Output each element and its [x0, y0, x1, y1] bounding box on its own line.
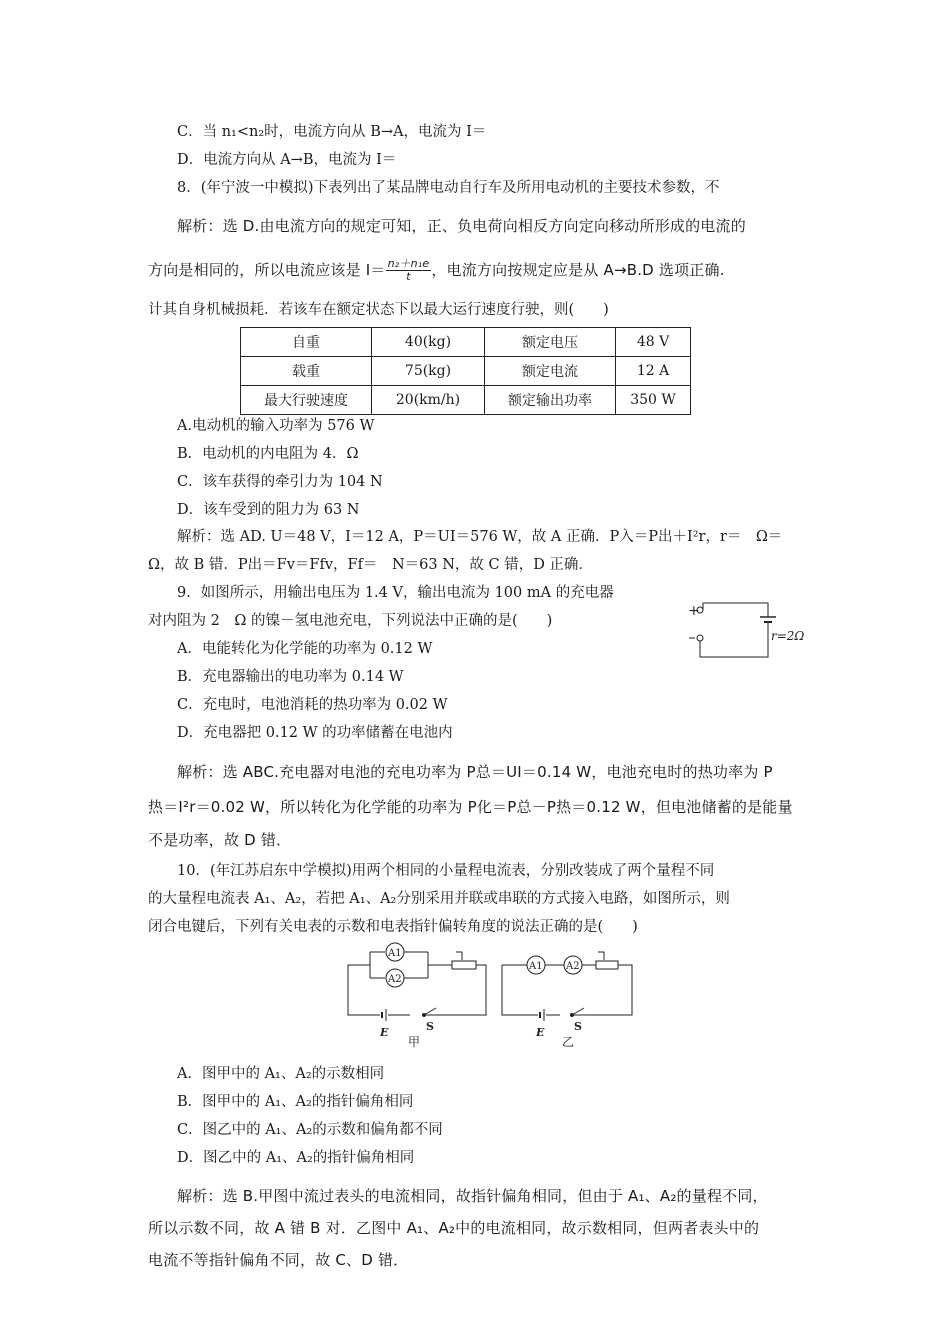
circuit-yi — [502, 952, 632, 1049]
table-cell: 自重 — [241, 328, 372, 357]
q10-solution-line2: 所以示数不同，故 A 错 B 对．乙图中 A₁、A₂中的电流相同，故示数相同，但两者表头中的 — [148, 1219, 760, 1237]
q8-option-c: C．该车获得的牵引力为 104 N — [177, 474, 383, 490]
table-row — [241, 386, 691, 415]
table-cell: 75(kg) — [372, 357, 485, 386]
charger-circuit-diagram — [680, 595, 820, 665]
q8-solution-line1: 解析：选 AD. U＝48 V，I＝12 A，P＝UI＝576 W，故 A 正确．P入＝P出＋I²r，r＝ Ω＝ — [177, 529, 783, 545]
switch — [424, 1008, 436, 1015]
switch-pivot — [422, 1013, 426, 1017]
e-label: E — [536, 1026, 545, 1039]
table-cell: 20(km/h) — [372, 386, 485, 415]
table-cell: 40(kg) — [372, 328, 485, 357]
q9-stem-line2: 对内阻为 2 Ω 的镍－氢电池充电，下列说法中正确的是( ) — [148, 613, 553, 629]
terminal-negative — [697, 635, 703, 641]
circuit-jia — [348, 943, 486, 1049]
circuit-wire-bottom — [700, 622, 768, 657]
table-cell: 12 A — [616, 357, 691, 386]
q8-option-b: B．电动机的内电阻为 4．Ω — [177, 446, 359, 462]
q7-option-c: C．当 n₁<n₂时，电流方向从 B→A，电流为 I＝ — [177, 124, 487, 140]
fraction-numerator: n₂＋n₁e — [387, 257, 430, 270]
spec-table — [240, 327, 691, 415]
q7-solution-text-b: ，电流方向按规定应是从 A→B.D 选项正确. — [431, 261, 725, 279]
q10-stem-line3: 闭合电键后，下列有关电表的示数和电表指针偏转角度的说法正确的是( ) — [148, 919, 638, 935]
current-fraction — [386, 258, 432, 283]
yi-label: 乙 — [562, 1035, 575, 1049]
table-cell: 最大行驶速度 — [241, 386, 372, 415]
table-cell: 350 W — [616, 386, 691, 415]
q7-solution-text-a: 方向是相同的，所以电流应该是 I＝ — [148, 261, 386, 279]
q8-option-d: D．该车受到的阻力为 63 N — [177, 502, 360, 518]
switch-pivot — [570, 1013, 574, 1017]
ammeter-circuit-diagrams — [340, 940, 640, 1050]
q10-solution-line3: 电流不等指针偏角不同，故 C、D 错． — [148, 1251, 409, 1269]
q8-stem-line1: 8．(年宁波一中模拟)下表列出了某品牌电动自行车及所用电动机的主要技术参数，不 — [177, 180, 720, 196]
q10-stem-line2: 的大量程电流表 A₁、A₂，若把 A₁、A₂分别采用并联或串联的方式接入电路，如图所示，则 — [148, 891, 730, 907]
a1-label: A1 — [529, 961, 543, 972]
a1-label: A1 — [388, 948, 402, 959]
rheostat — [452, 961, 476, 969]
table-row — [241, 328, 691, 357]
table-cell: 额定电流 — [485, 357, 616, 386]
table-row — [241, 357, 691, 386]
q10-option-b: B．图甲中的 A₁、A₂的指针偏角相同 — [177, 1094, 414, 1110]
wire — [572, 965, 632, 1015]
plus-label: + — [688, 603, 700, 619]
q8-option-a: A.电动机的输入功率为 576 W — [177, 418, 375, 434]
q7-solution-line1: 解析：选 D.由电流方向的规定可知，正、负电荷向相反方向定向移动所形成的电流的 — [177, 217, 746, 235]
rheostat-slider — [598, 952, 604, 960]
q9-option-c: C．充电时，电池消耗的热功率为 0.02 W — [177, 697, 448, 713]
q9-option-a: A．电能转化为化学能的功率为 0.12 W — [177, 641, 433, 657]
table-cell: 额定电压 — [485, 328, 616, 357]
a2-label: A2 — [388, 974, 402, 985]
q9-option-b: B．充电器输出的电功率为 0.14 W — [177, 669, 404, 685]
q10-option-a: A．图甲中的 A₁、A₂的示数相同 — [177, 1066, 385, 1082]
switch — [572, 1008, 584, 1015]
q8-solution-line2: Ω，故 B 错．P出＝Fv＝Ffv，Ff＝ N＝63 N，故 C 错，D 正确． — [148, 557, 593, 573]
wire — [424, 965, 486, 1015]
q9-option-d: D．充电器把 0.12 W 的功率储蓄在电池内 — [177, 725, 453, 741]
q9-stem-line1: 9．如图所示，用输出电压为 1.4 V，输出电流为 100 mA 的充电器 — [177, 585, 614, 601]
table-cell: 额定输出功率 — [485, 386, 616, 415]
s-label: S — [426, 1020, 434, 1033]
q9-solution-line3: 不是功率，故 D 错． — [148, 831, 292, 849]
s-label: S — [574, 1020, 582, 1033]
q7-option-d: D．电流方向从 A→B，电流为 I＝ — [177, 152, 397, 168]
a2-label: A2 — [566, 961, 580, 972]
q9-solution-line2: 热＝I²r＝0.02 W，所以转化为化学能的功率为 P化＝P总－P热＝0.12 W，但电池储蓄的是能量 — [148, 798, 793, 816]
q8-stem-line2: 计其自身机械损耗．若该车在额定状态下以最大运行速度行驶，则( ) — [148, 302, 609, 318]
q9-solution-line1: 解析：选 ABC.充电器对电池的充电功率为 P总＝UI＝0.14 W，电池充电时的热功率为 P — [177, 763, 773, 781]
e-label: E — [380, 1026, 389, 1039]
table-cell: 载重 — [241, 357, 372, 386]
resistance-label: r=2Ω — [771, 629, 805, 643]
table-cell: 48 V — [616, 328, 691, 357]
wire — [348, 965, 380, 1015]
q10-solution-line1: 解析：选 B.甲图中流过表头的电流相同，故指针偏角相同，但由于 A₁、A₂的量程不同， — [177, 1187, 768, 1205]
q10-option-d: D．图乙中的 A₁、A₂的指针偏角相同 — [177, 1150, 415, 1166]
q7-solution-line2 — [148, 258, 725, 283]
jia-label: 甲 — [408, 1035, 421, 1049]
q10-stem-line1: 10．(年江苏启东中学模拟)用两个相同的小量程电流表，分别改装成了两个量程不同 — [177, 863, 715, 879]
fraction-denominator: t — [406, 270, 411, 283]
rheostat-slider — [456, 952, 462, 960]
rheostat — [596, 961, 618, 969]
circuit-wire-top — [703, 603, 768, 617]
q10-option-c: C．图乙中的 A₁、A₂的示数和偏角都不同 — [177, 1122, 443, 1138]
